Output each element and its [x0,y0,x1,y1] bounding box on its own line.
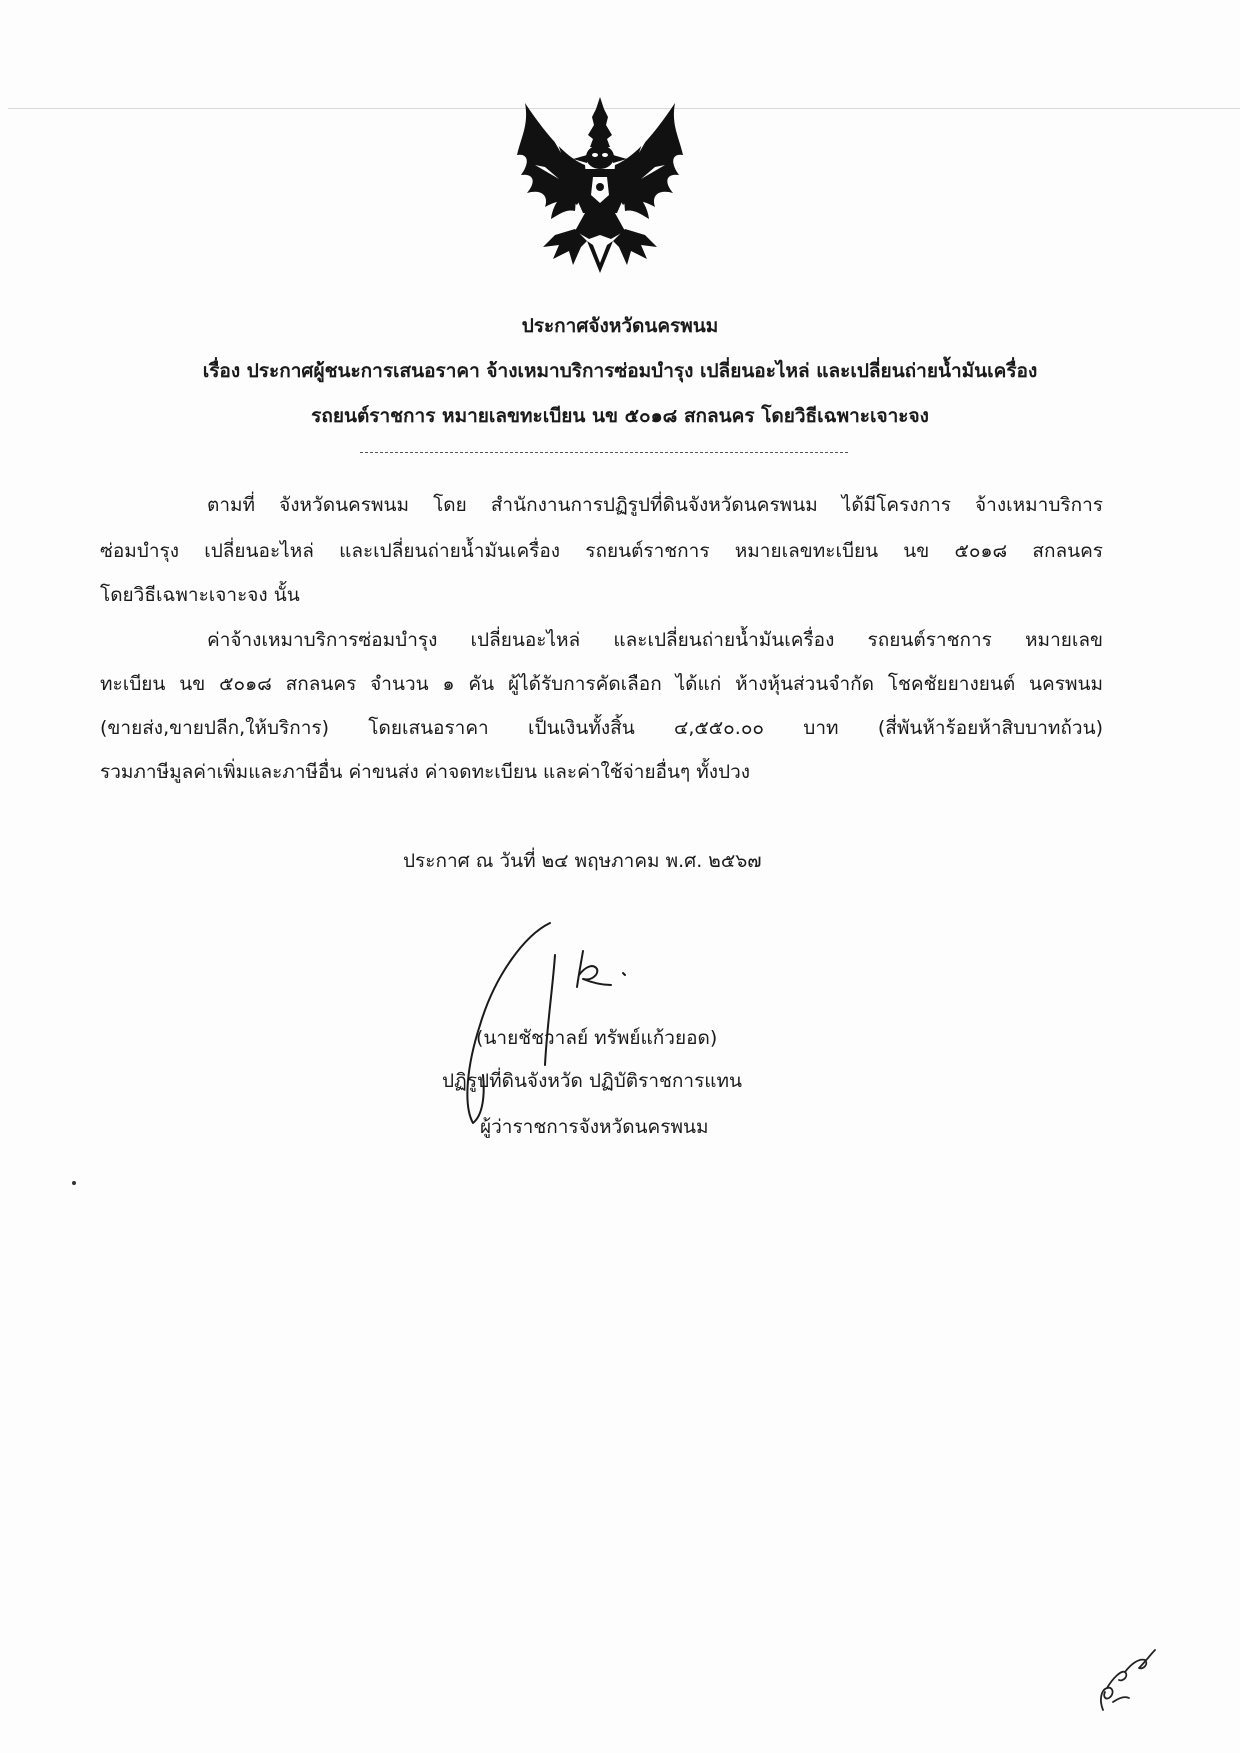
scan-speck [72,1181,76,1185]
paragraph-1-line-3: โดยวิธีเฉพาะเจาะจง นั้น [100,584,300,606]
signer-position-line-2: ผู้ว่าราชการจังหวัดนครพนม [480,1116,709,1138]
paragraph-2-line-4: รวมภาษีมูลค่าเพิ่มและภาษีอื่น ค่าขนส่ง ค่าจดทะเบียน และค่าใช้จ่ายอื่นๆ ทั้งปวง [100,761,751,783]
document-title: ประกาศจังหวัดนครพนม [521,315,719,337]
paragraph-1-line-1: ตามที่ จังหวัดนครพนม โดย สำนักงานการปฏิรูปที่ดินจังหวัดนครพนม ได้มีโครงการ จ้างเหมาบริการ [207,494,1103,516]
garuda-emblem-icon [515,95,685,275]
paragraph-2-line-1: ค่าจ้างเหมาบริการซ่อมบำรุง เปลี่ยนอะไหล่ และเปลี่ยนถ่ายน้ำมันเครื่อง รถยนต์ราชการ หมายเลข [207,629,1103,651]
header-separator [360,452,848,453]
signer-name: (นายชัชวาลย์ ทรัพย์แก้วยอด) [476,1027,718,1049]
document-subject-line-1: เรื่อง ประกาศผู้ชนะการเสนอราคา จ้างเหมาบริการซ่อมบำรุง เปลี่ยนอะไหล่ และเปลี่ยนถ่ายน้ำมันเครื่อง [202,360,1038,382]
handwritten-signature [455,915,695,1130]
handwritten-initials [1095,1640,1165,1715]
announce-date: ประกาศ ณ วันที่ ๒๔ พฤษภาคม พ.ศ. ๒๕๖๗ [403,850,762,872]
paragraph-1-line-2: ซ่อมบำรุง เปลี่ยนอะไหล่ และเปลี่ยนถ่ายน้ำมันเครื่อง รถยนต์ราชการ หมายเลขทะเบียน นข ๕๐๑๘ สกลนคร [100,540,1103,562]
paragraph-2-line-3: (ขายส่ง,ขายปลีก,ให้บริการ) โดยเสนอราคา เป็นเงินทั้งสิ้น ๔,๕๕๐.๐๐ บาท (สี่พันห้าร้อยห้าสิบบาทถ้วน) [100,717,1103,739]
paragraph-2-line-2: ทะเบียน นข ๕๐๑๘ สกลนคร จำนวน ๑ คัน ผู้ได้รับการคัดเลือก ได้แก่ ห้างหุ้นส่วนจำกัด โชคชัยยางยนต์ นครพนม [100,673,1103,695]
document-subject-line-2: รถยนต์ราชการ หมายเลขทะเบียน นข ๕๐๑๘ สกลนคร โดยวิธีเฉพาะเจาะจง [311,405,929,427]
signer-position-line-1: ปฏิรูปที่ดินจังหวัด ปฏิบัติราชการแทน [442,1070,743,1092]
